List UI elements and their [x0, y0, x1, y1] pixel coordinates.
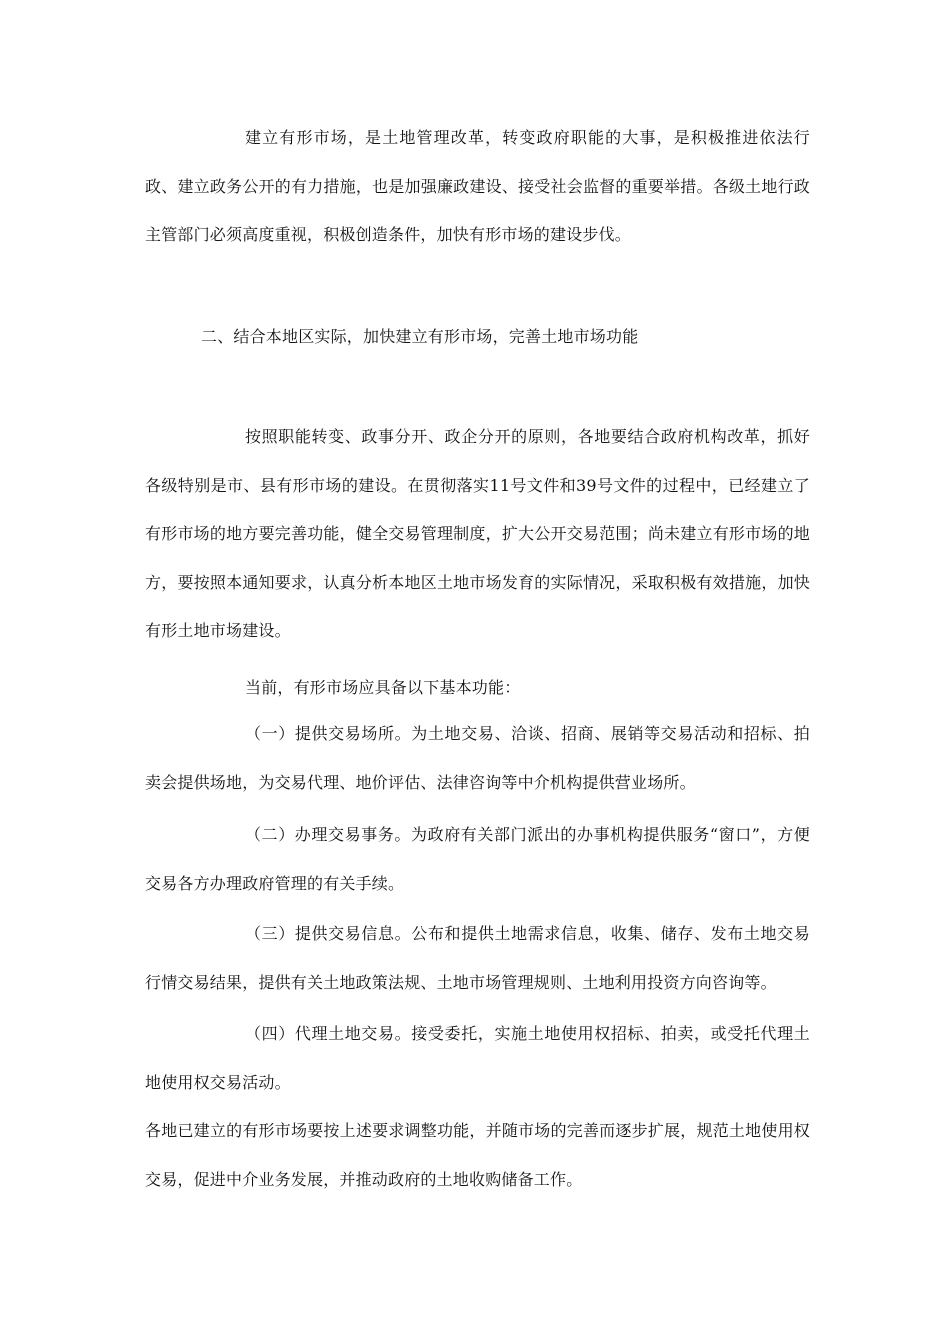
paragraph-build-market: 按照职能转变、政事分开、政企分开的原则，各地要结合政府机构改革，抓好各级特别是市、县有形市场的建设。在贯彻落实11号文件和39号文件的过程中，已经建立了有形市场的地方要完善功能，健全交易管理制度，扩大公开交易范围；尚未建立有形市场的地方，要按照本通知要求，认真分析本地区土地市场发育的实际情况，采取积极有效措施，加快有形土地市场建设。 [145, 427, 810, 640]
paragraph-market-importance: 建立有形市场，是土地管理改革，转变政府职能的大事，是积极推进依法行政、建立政务公开的有力措施，也是加强廉政建设、接受社会监督的重要举措。各级土地行政主管部门必须高度重视，积极创造条件，加快有形市场的建设步伐。 [145, 128, 810, 244]
paragraph-function-1: （一）提供交易场所。为土地交易、洽谈、招商、展销等交易活动和招标、拍卖会提供场地，为交易代理、地价评估、法律咨询等中介机构提供营业场所。 [145, 724, 810, 792]
paragraph-function-2: （二）办理交易事务。为政府有关部门派出的办事机构提供服务“窗口”，方便交易各方办理政府管理的有关手续。 [145, 825, 810, 893]
section-heading-2: 二、结合本地区实际，加快建立有形市场，完善土地市场功能 [201, 327, 639, 346]
paragraph-closing: 各地已建立的有形市场要按上述要求调整功能，并随市场的完善而逐步扩展，规范土地使用权交易，促进中介业务发展，并推动政府的土地收购储备工作。 [145, 1121, 810, 1189]
paragraph-basic-functions-intro: 当前，有形市场应具备以下基本功能： [245, 678, 521, 697]
paragraph-function-4: （四）代理土地交易。接受委托，实施土地使用权招标、拍卖，或受托代理土地使用权交易活动。 [145, 1024, 810, 1092]
paragraph-function-3: （三）提供交易信息。公布和提供土地需求信息，收集、储存、发布土地交易行情交易结果，提供有关土地政策法规、土地市场管理规则、土地利用投资方向咨询等。 [145, 924, 810, 992]
